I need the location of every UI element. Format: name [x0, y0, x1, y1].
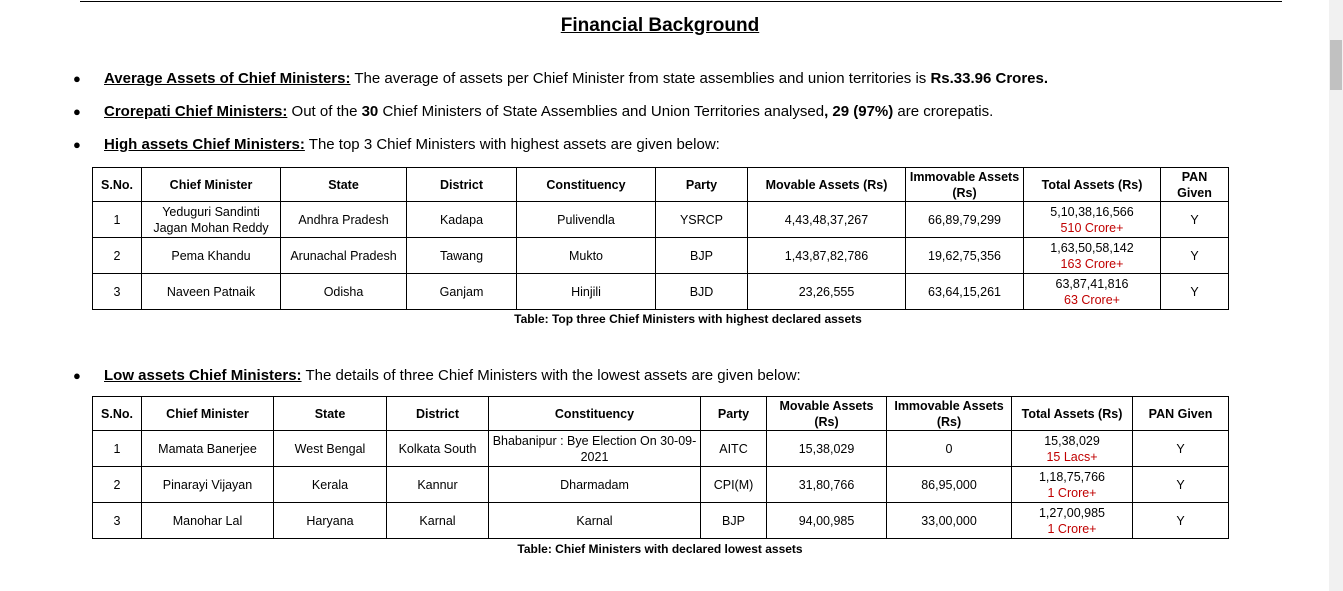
cell-cm: Manohar Lal — [142, 503, 274, 539]
bullet-lead: High assets Chief Ministers: — [104, 136, 305, 153]
total-assets-value: 1,18,75,766 — [1038, 469, 1106, 484]
column-header: S.No. — [93, 168, 142, 202]
cell-cm: Pema Khandu — [142, 238, 281, 274]
total-assets-words: 510 Crore+ — [1060, 220, 1124, 235]
bullet-dot-icon: ● — [73, 368, 81, 383]
cell-movable: 1,43,87,82,786 — [748, 238, 906, 274]
column-header: District — [387, 397, 489, 431]
cell-pan: Y — [1133, 431, 1229, 467]
column-header: Chief Minister — [142, 168, 281, 202]
cell-cm: Pinarayi Vijayan — [142, 467, 274, 503]
cell-pan: Y — [1161, 202, 1229, 238]
column-header: Total Assets (Rs) — [1012, 397, 1133, 431]
column-header: Party — [656, 168, 748, 202]
cell-constituency: Bhabanipur : Bye Election On 30-09-2021 — [489, 431, 701, 467]
cell-pan: Y — [1161, 274, 1229, 310]
total-assets-value: 15,38,029 — [1044, 433, 1100, 448]
cell-district: Kadapa — [407, 202, 517, 238]
bullet-crorepati — [73, 103, 993, 120]
cell-movable: 94,00,985 — [767, 503, 887, 539]
column-header: PAN Given — [1161, 168, 1229, 202]
cell-state: West Bengal — [274, 431, 387, 467]
high-assets-table — [92, 167, 1229, 310]
total-assets-words: 163 Crore+ — [1060, 256, 1124, 271]
cell-district: Kannur — [387, 467, 489, 503]
bullet-dot-icon: ● — [73, 71, 81, 86]
cell-immovable: 19,62,75,356 — [906, 238, 1024, 274]
bullet-text: The average of assets per Chief Minister from state assemblies and union territories is — [350, 70, 931, 87]
cell-immovable: 66,89,79,299 — [906, 202, 1024, 238]
cell-total — [1012, 503, 1133, 539]
column-header: PAN Given — [1133, 397, 1229, 431]
table-row — [93, 503, 1229, 539]
bullet-average-assets — [73, 70, 1048, 87]
total-assets-words: 1 Crore+ — [1047, 485, 1097, 500]
cell-state: Andhra Pradesh — [281, 202, 407, 238]
bullet-text: The top 3 Chief Ministers with highest assets are given below: — [304, 136, 720, 153]
cell-district: Ganjam — [407, 274, 517, 310]
column-header: Immovable Assets (Rs) — [906, 168, 1024, 202]
column-header: Movable Assets (Rs) — [748, 168, 906, 202]
cell-sno: 3 — [93, 274, 142, 310]
total-assets-words: 1 Crore+ — [1047, 521, 1097, 536]
top-rule — [80, 1, 1282, 2]
cell-district: Tawang — [407, 238, 517, 274]
table-row — [93, 431, 1229, 467]
cell-constituency: Dharmadam — [489, 467, 701, 503]
cell-district: Kolkata South — [387, 431, 489, 467]
table-row — [93, 238, 1229, 274]
cell-constituency: Pulivendla — [517, 202, 656, 238]
column-header: Movable Assets (Rs) — [767, 397, 887, 431]
cell-total — [1012, 467, 1133, 503]
cell-movable: 23,26,555 — [748, 274, 906, 310]
table-row — [93, 467, 1229, 503]
cell-state: Haryana — [274, 503, 387, 539]
bullet-text: are crorepatis. — [893, 103, 994, 120]
cell-state: Arunachal Pradesh — [281, 238, 407, 274]
bullet-value: Rs.33.96 Crores. — [930, 70, 1049, 87]
bullet-count: 30 — [361, 103, 379, 120]
cell-cm: Naveen Patnaik — [142, 274, 281, 310]
total-assets-value: 1,27,00,985 — [1038, 505, 1106, 520]
cell-movable: 15,38,029 — [767, 431, 887, 467]
cell-pan: Y — [1133, 503, 1229, 539]
cell-immovable: 33,00,000 — [887, 503, 1012, 539]
bullet-text: Chief Ministers of State Assemblies and Union Territories analysed — [378, 103, 825, 120]
scrollbar[interactable] — [1329, 0, 1343, 591]
column-header: Total Assets (Rs) — [1024, 168, 1161, 202]
bullet-dot-icon: ● — [73, 137, 81, 152]
total-assets-value: 1,63,50,58,142 — [1050, 240, 1134, 255]
cell-cm: Mamata Banerjee — [142, 431, 274, 467]
cell-pan: Y — [1133, 467, 1229, 503]
total-assets-words: 63 Crore+ — [1064, 292, 1120, 307]
total-assets-value: 63,87,41,816 — [1055, 276, 1129, 291]
column-header: Constituency — [517, 168, 656, 202]
column-header: Chief Minister — [142, 397, 274, 431]
bullet-lead: Crorepati Chief Ministers: — [104, 103, 288, 120]
table-row — [93, 202, 1229, 238]
cell-party: CPI(M) — [701, 467, 767, 503]
cell-sno: 2 — [93, 238, 142, 274]
bullet-text: The details of three Chief Ministers with the lowest assets are given below: — [301, 367, 801, 384]
bullet-dot-icon: ● — [73, 104, 81, 119]
cell-party: AITC — [701, 431, 767, 467]
cell-sno: 3 — [93, 503, 142, 539]
high-table-caption: Table: Top three Chief Ministers with highest declared assets — [514, 312, 862, 326]
section-title: Financial Background — [560, 15, 760, 36]
cell-immovable: 86,95,000 — [887, 467, 1012, 503]
cell-party: BJP — [656, 238, 748, 274]
cell-sno: 1 — [93, 431, 142, 467]
column-header: S.No. — [93, 397, 142, 431]
cell-constituency: Hinjili — [517, 274, 656, 310]
bullet-lead: Average Assets of Chief Ministers: — [104, 70, 351, 87]
column-header: State — [281, 168, 407, 202]
low-assets-table — [92, 396, 1229, 539]
cell-party: YSRCP — [656, 202, 748, 238]
table-row — [93, 274, 1229, 310]
column-header: Immovable Assets (Rs) — [887, 397, 1012, 431]
cell-state: Odisha — [281, 274, 407, 310]
cell-total — [1024, 202, 1161, 238]
bullet-text: Out of the — [287, 103, 362, 120]
cell-party: BJD — [656, 274, 748, 310]
table-header-row — [93, 168, 1229, 202]
column-header: Party — [701, 397, 767, 431]
total-assets-value: 5,10,38,16,566 — [1050, 204, 1134, 219]
cell-immovable: 0 — [887, 431, 1012, 467]
column-header: State — [274, 397, 387, 431]
cell-state: Kerala — [274, 467, 387, 503]
column-header: Constituency — [489, 397, 701, 431]
cell-immovable: 63,64,15,261 — [906, 274, 1024, 310]
cell-sno: 2 — [93, 467, 142, 503]
cell-total — [1012, 431, 1133, 467]
cell-party: BJP — [701, 503, 767, 539]
cell-total — [1024, 274, 1161, 310]
low-table-caption: Table: Chief Ministers with declared lowest assets — [517, 542, 803, 556]
cell-movable: 4,43,48,37,267 — [748, 202, 906, 238]
scrollbar-thumb[interactable] — [1330, 40, 1342, 90]
cell-cm: Yeduguri Sandinti Jagan Mohan Reddy — [142, 202, 281, 238]
cell-total — [1024, 238, 1161, 274]
total-assets-words: 15 Lacs+ — [1046, 449, 1098, 464]
bullet-lead: Low assets Chief Ministers: — [104, 367, 302, 384]
cell-movable: 31,80,766 — [767, 467, 887, 503]
bullet-high-assets — [73, 136, 720, 153]
bullet-value: , 29 (97%) — [824, 103, 894, 120]
cell-constituency: Mukto — [517, 238, 656, 274]
table-header-row — [93, 397, 1229, 431]
column-header: District — [407, 168, 517, 202]
cell-pan: Y — [1161, 238, 1229, 274]
cell-constituency: Karnal — [489, 503, 701, 539]
bullet-low-assets — [73, 367, 801, 384]
cell-sno: 1 — [93, 202, 142, 238]
cell-district: Karnal — [387, 503, 489, 539]
